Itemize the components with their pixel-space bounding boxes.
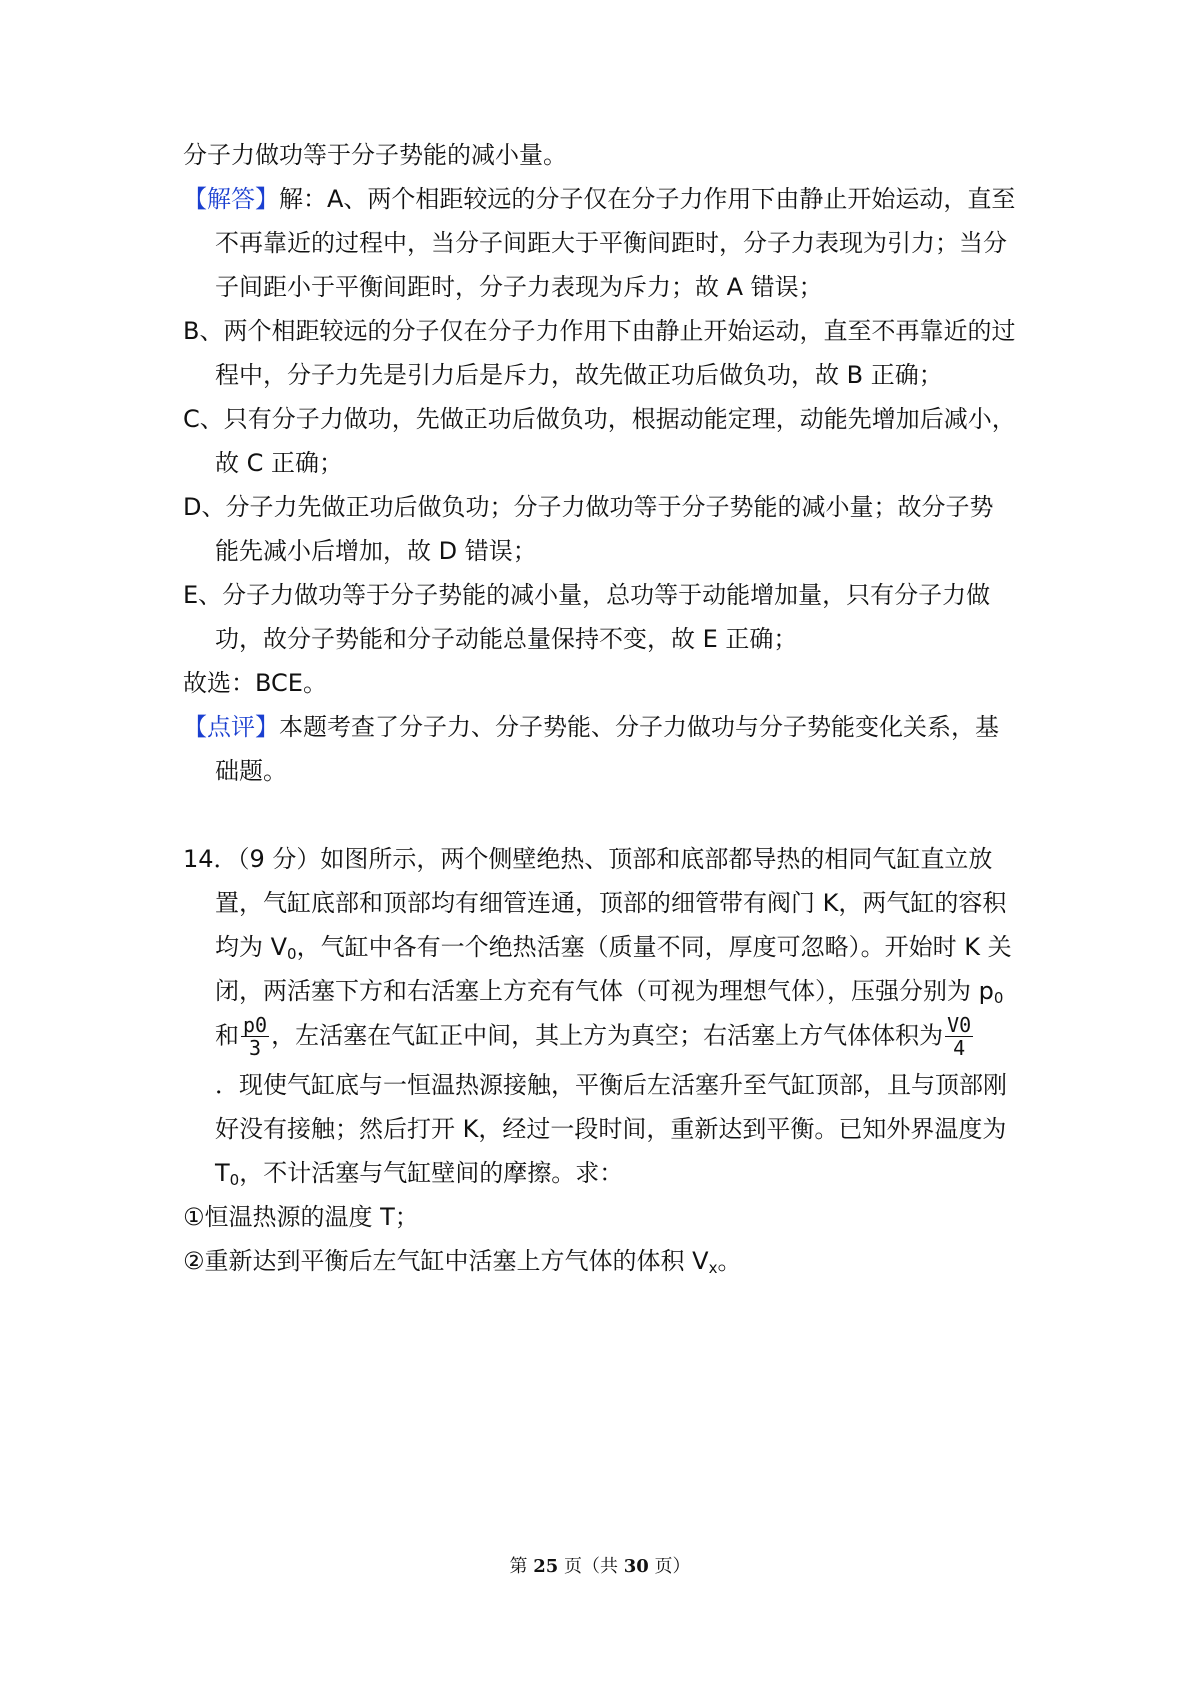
question-line-2: 置，气缸底部和顶部均有细管连通，顶部的细管带有阀门 K，两气缸的容积 [215,889,1007,917]
comment-text-1: 本题考查了分子力、分子势能、分子力做功与分子势能变化关系，基 [279,713,999,741]
answer-a-text-1: 解：A、两个相距较远的分子仅在分子力作用下由静止开始运动，直至 [279,185,1016,213]
question-line-5: 和 $\frac{p0}{3}$ ，左活塞在气缸正中间，其上方为真空；右活塞上方气体体积为 $\frac{V0}{4}$ [215,1013,972,1060]
question-line-7: 好没有接触；然后打开 K，经过一段时间，重新达到平衡。已知外界温度为 [215,1115,1007,1143]
answer-c-text-1: C、只有分子力做功，先做正功后做负功，根据动能定理，动能先增加后减小， [183,405,1016,433]
answer-line-1 [183,182,1015,216]
question-line-1: 14．（9 分）如图所示，两个侧壁绝热、顶部和底部都导热的相同气缸直立放 [183,845,993,873]
answer-e-text-2: 功，故分子势能和分子动能总量保持不变，故 E 正确； [215,625,798,653]
question-line-8: $T_0$，不计活塞与气缸壁间的摩擦。求： [215,1159,624,1189]
page-total: 30 [623,1556,649,1577]
answer-a-text-2: 不再靠近的过程中，当分子间距大于平衡间距时，分子力表现为引力；当分 [215,229,1007,257]
answer-e-text-1: E、分子力做功等于分子势能的减小量，总功等于动能增加量，只有分子力做 [183,581,991,609]
solution-intro: 分子力做功等于分子势能的减小量。 [183,141,567,169]
question-line-6: ．现使气缸底与一恒温热源接触，平衡后左活塞升至气缸顶部，且与顶部刚 [215,1071,1007,1099]
question-line-3: 均为 $V_0$，气缸中各有一个绝热活塞（质量不同，厚度可忽略）。开始时 K 关 [215,933,1012,963]
answer-choice: 故选：BCE。 [183,669,327,697]
answer-a-text-3: 子间距小于平衡间距时，分子力表现为斥力；故 A 错误； [215,273,823,301]
answer-d-text-1: D、分子力先做正功后做负功；分子力做功等于分子势能的减小量；故分子势 [183,493,994,521]
fraction-p0-over-3: $\frac{p0}{3}$ [243,1013,268,1060]
comment-line-1 [183,710,999,744]
answer-tag: 【解答】 [183,185,279,213]
fraction-v0-over-4: $\frac{V0}{4}$ [947,1013,972,1060]
page-number: 25 [533,1556,559,1577]
question-line-4: 闭，两活塞下方和右活塞上方充有气体（可视为理想气体），压强分别为 $p_0$ [215,977,1004,1007]
page-footer: 第 25 页（共 30 页） [509,1556,691,1577]
comment-tag: 【点评】 [183,713,279,741]
sub-question-1: ①恒温热源的温度 T； [183,1203,419,1231]
sub-question-2: ②重新达到平衡后左气缸中活塞上方气体的体积 $V_x$。 [183,1247,742,1277]
answer-b-text-2: 程中，分子力先是引力后是斥力，故先做正功后做负功，故 B 正确； [215,361,943,389]
answer-b-text-1: B、两个相距较远的分子仅在分子力作用下由静止开始运动，直至不再靠近的过 [183,317,1016,345]
answer-c-text-2: 故 C 正确； [215,449,344,477]
comment-text-2: 础题。 [215,757,287,785]
answer-d-text-2: 能先减小后增加，故 D 错误； [215,537,537,565]
